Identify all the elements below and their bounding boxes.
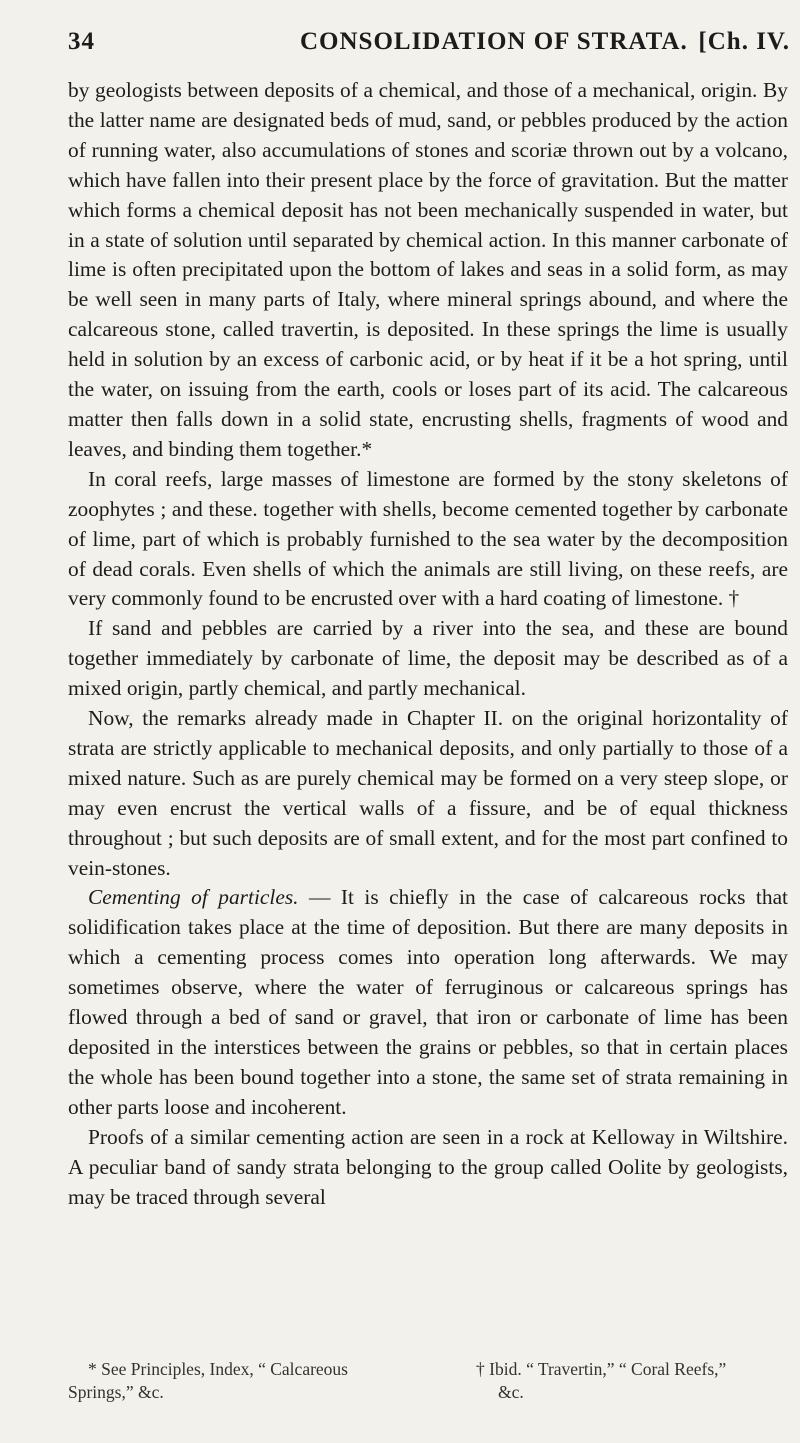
- footnote-ibid-line1: † Ibid. “ Travertin,” “ Coral Reefs,”: [476, 1359, 727, 1379]
- footnote-principles-line1: * See Principles, Index, “ Calcareous: [88, 1359, 348, 1379]
- footnote-ibid: [476, 1358, 800, 1404]
- section-subheading: Cementing of particles.: [88, 885, 299, 910]
- paragraph-coral-reefs: In coral reefs, large masses of limestone are formed by the stony skeletons of zoophytes ; and these. together with shells, become cemented together by carbonate of lime, part of which is probably furnished to the sea water by the decomposition of dead corals. Even shells of which the animals are still living, on these reefs, are very commonly found to be encrusted over with a hard coating of limestone. †: [68, 466, 788, 611]
- body-text: [68, 76, 788, 1212]
- cementing-text: — It is chiefly in the case of calcareous rocks that solidification takes place at the time of deposition. But there are many deposits in which a cementing process comes into operation long afterwards. We may sometimes observe, where the water of ferruginous or calcareous springs has flowed through a bed of sand or gravel, that iron or carbonate of lime has been deposited in the interstices between the grains or pebbles, so that in certain places the whole has been bound together into a stone, the same set of strata remaining in other parts loose and incoherent.: [68, 885, 789, 1119]
- page-number: 34: [68, 28, 95, 55]
- paragraph-cementing: [68, 883, 788, 1122]
- paragraph-chemical-deposits: by geologists between deposits of a chemical, and those of a mechanical, origin. By the latter name are designated beds of mud, sand, or pebbles produced by the action of running water, also accumulations of stones and scoriæ thrown out by a volcano, which have fallen into their present place by the force of gravitation. But the matter which forms a chemical deposit has not been mechanically suspended in water, but in a state of solution until separated by chemical action. In this manner carbonate of lime is often precipitated upon the bottom of lakes and seas in a solid form, as may be well seen in many parts of Italy, where mineral springs abound, and where the calcareous stone, called travertin, is deposited. In these springs the lime is usually held in solution by an excess of carbonic acid, or by heat if it be a hot spring, until the water, on issuing from the earth, cools or loses part of its acid. The calcareous matter then falls down in a solid state, encrusting shells, fragments of wood and leaves, and binding them together.*: [68, 78, 788, 461]
- footnote-ibid-line2: &c.: [498, 1382, 524, 1402]
- page-title: CONSOLIDATION OF STRATA.: [300, 28, 688, 55]
- footnote-principles: [68, 1358, 468, 1404]
- paragraph-kelloway: Proofs of a similar cementing action are seen in a rock at Kelloway in Wiltshire. A peculiar band of sandy strata belonging to the group called Oolite by geologists, may be traced through several: [68, 1124, 788, 1209]
- running-head: [68, 28, 790, 62]
- paragraph-mixed-origin: If sand and pebbles are carried by a river into the sea, and these are bound together immediately by carbonate of lime, the deposit may be described as of a mixed origin, partly chemical, and partly mechanical.: [68, 616, 788, 701]
- footnote-principles-line2: Springs,” &c.: [68, 1382, 164, 1402]
- paragraph-horizontality: Now, the remarks already made in Chapter II. on the original horizontality of strata are strictly applicable to mechanical deposits, and only partially to those of a mixed nature. Such as are purely chemical may be formed on a very steep slope, or may even encrust the vertical walls of a fissure, and be of equal thickness throughout ; but such deposits are of small extent, and for the most part confined to vein-stones.: [68, 706, 788, 880]
- chapter-label: [Ch. IV.: [698, 28, 790, 55]
